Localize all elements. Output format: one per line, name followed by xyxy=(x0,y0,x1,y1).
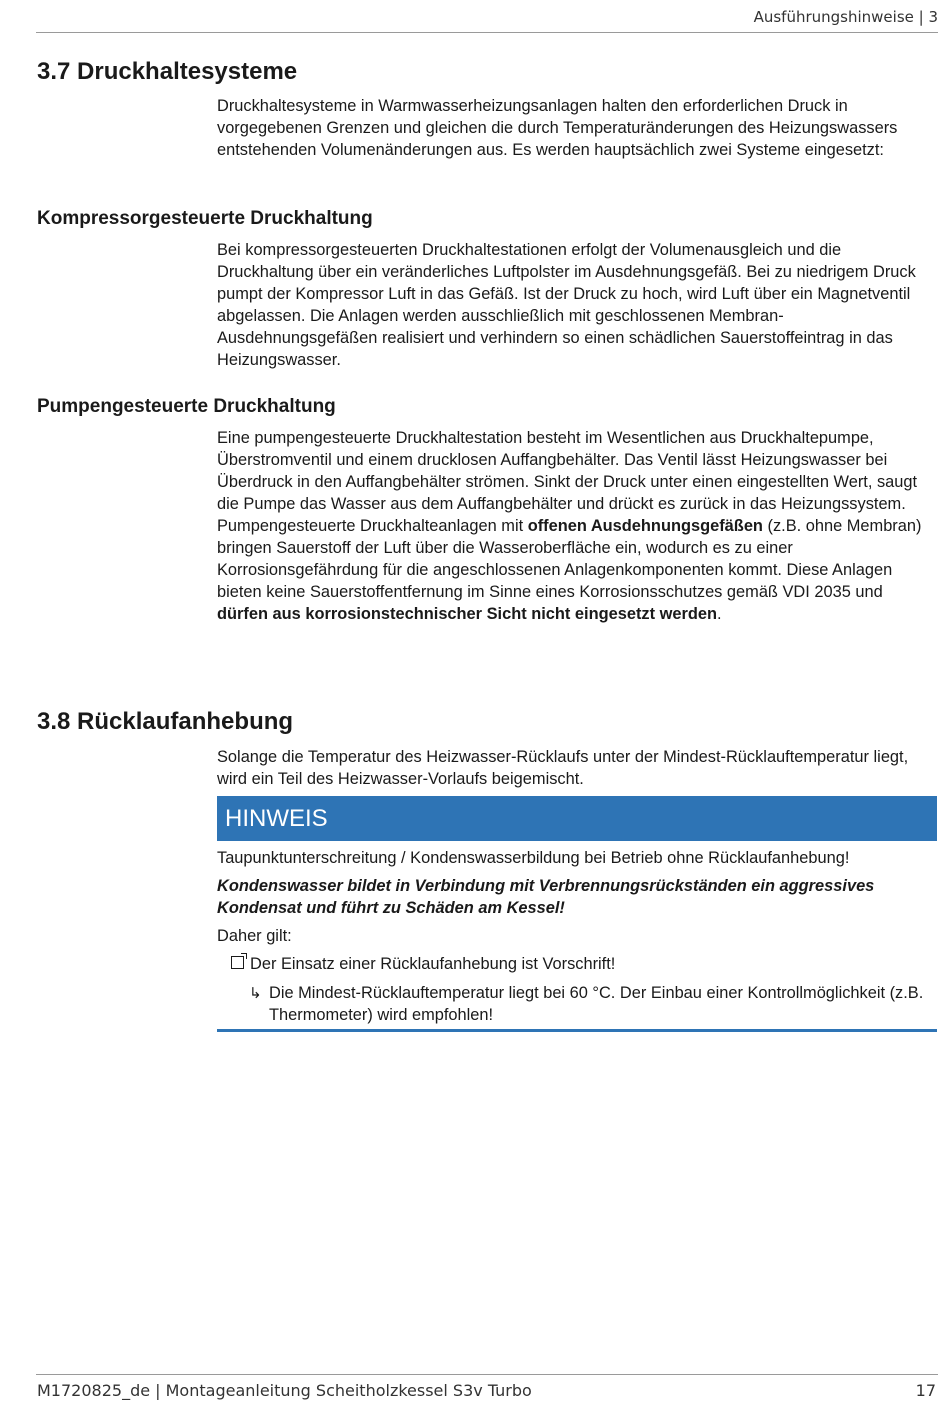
subheading-pump: Pumpengesteuerte Druckhaltung xyxy=(37,396,336,417)
pump-text-1: Eine pumpengesteuerte Druckhaltestation besteht im Wesentlichen aus Druckhaltepumpe, Überstromventil und einem drucklosen Auffangbehälter. Das Ventil lässt Heizungswasser bei Überdruck in den Auffangbehälter strömen. Sinkt der Druck unter einen eingestellten Wert, saugt die Pumpe das Wasser aus dem Auffangbehälter und drückt es zurück in das Heizungssystem. Pumpengesteuerte Druckhalteanlagen mit xyxy=(217,429,918,535)
subheading-compressor: Kompressorgesteuerte Druckhaltung xyxy=(37,208,373,229)
section-title-3-7: 3.7 Druckhaltesysteme xyxy=(37,58,298,85)
page-number: 17 xyxy=(915,1381,936,1400)
notice-header: HINWEIS xyxy=(217,796,937,841)
section-3-7-intro: Druckhaltesysteme in Warmwasserheizungsanlagen halten den erforderlichen Druck in vorgegebenen Grenzen und gleichen die durch Temperaturänderungen des Heizungswassers entstehenden Volumenänderungen aus. Es werden hauptsächlich zwei Systeme eingesetzt: xyxy=(217,97,898,159)
compressor-paragraph: Bei kompressorgesteuerten Druckhaltestationen erfolgt der Volumenausgleich und die Druckhaltung über ein veränderliches Luftpolster im Ausdehnungsgefäß. Bei zu niedrigem Druck pumpt der Kompressor Luft in das Gefäß. Ist der Druck zu hoch, wird Luft über ein Magnetventil abgelassen. Die Anlagen werden ausschließlich mit geschlossenen Membran-Ausdehnungsgefäßen realisiert und verhindern so einen schädlichen Sauerstoffeintrag in das Heizungswasser. xyxy=(217,241,916,369)
result-item xyxy=(249,982,929,1026)
checkbox-icon xyxy=(231,956,244,969)
pump-bold-1: offenen Ausdehnungsgefäßen xyxy=(527,517,763,535)
notice-therefore: Daher gilt: xyxy=(217,927,292,945)
result-text: Die Mindest-Rücklauftemperatur liegt bei 60 °C. Der Einbau einer Kontrollmöglichkeit (z.B. Thermometer) wird empfohlen! xyxy=(269,984,924,1024)
requirement-text: Der Einsatz einer Rücklaufanhebung ist Vorschrift! xyxy=(250,955,616,973)
header-divider xyxy=(36,32,938,33)
pump-text-3: . xyxy=(717,605,722,623)
notice-bottom-rule xyxy=(217,1029,937,1032)
pump-paragraph xyxy=(217,427,927,625)
notice-cause: Taupunktunterschreitung / Kondenswasserbildung bei Betrieb ohne Rücklaufanhebung! xyxy=(217,849,850,867)
footer-divider xyxy=(36,1374,938,1375)
footer-document-title: M1720825_de | Montageanleitung Scheitholzkessel S3v Turbo xyxy=(37,1381,532,1400)
pump-text-2: (z.B. ohne Membran) bringen Sauerstoff der Luft über die Wasseroberfläche ein, wodurch es zu einer Korrosionsgefährdung für die angeschlossenen Anlagenkomponenten kommt. Diese Anlagen bieten keine Sauerstoffentfernung im Sinne eines Korrosionsschutzes gemäß VDI 2035 und xyxy=(217,517,922,601)
notice-consequence: Kondenswasser bildet in Verbindung mit Verbrennungsrückständen ein aggressives Kondensat und führt zu Schäden am Kessel! xyxy=(217,877,875,917)
section-title-3-8: 3.8 Rücklaufanhebung xyxy=(37,708,294,735)
pump-bold-2: dürfen aus korrosionstechnischer Sicht nicht eingesetzt werden xyxy=(217,605,718,623)
running-header: Ausführungshinweise | 3 xyxy=(753,8,938,26)
section-3-8-intro: Solange die Temperatur des Heizwasser-Rücklaufs unter der Mindest-Rücklauftemperatur liegt, wird ein Teil des Heizwasser-Vorlaufs beigemischt. xyxy=(217,748,909,788)
result-arrow-icon: ↳ xyxy=(249,984,262,1002)
requirement-item xyxy=(231,953,931,975)
